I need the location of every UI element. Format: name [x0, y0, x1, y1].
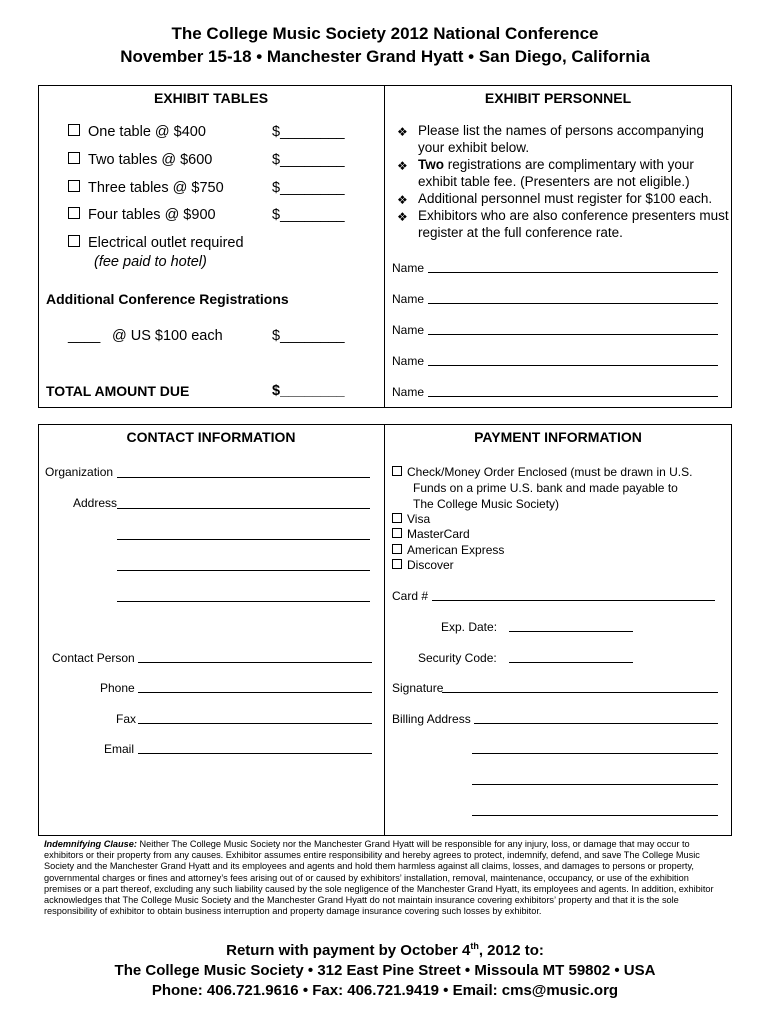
electrical-option[interactable]: Electrical outlet required: [68, 235, 244, 251]
table-option-2-amount[interactable]: $________: [272, 152, 345, 168]
name-label-5: Name: [392, 385, 425, 399]
name-field-5[interactable]: [428, 396, 718, 397]
checkbox-icon[interactable]: [392, 528, 402, 538]
name-field-3[interactable]: [428, 334, 718, 335]
diamond-bullet-icon: ❖: [397, 125, 408, 139]
billing-address-field-3[interactable]: [472, 784, 718, 785]
fax-field[interactable]: [138, 723, 372, 724]
personnel-note-2b: exhibit table fee. (Presenters are not eligible.): [418, 174, 690, 189]
name-field-4[interactable]: [428, 365, 718, 366]
diamond-bullet-icon: ❖: [397, 159, 408, 173]
exp-date-field[interactable]: [509, 631, 633, 632]
billing-address-label: Billing Address: [392, 712, 471, 726]
phone-field[interactable]: [138, 692, 372, 693]
signature-field[interactable]: [442, 692, 718, 693]
contact-payment-divider: [384, 424, 385, 836]
checkbox-icon[interactable]: [68, 235, 80, 247]
personnel-note-4b: register at the full conference rate.: [418, 225, 623, 240]
organization-label: Organization: [45, 465, 114, 479]
table-option-4[interactable]: Four tables @ $900: [68, 207, 216, 223]
check-note-2: Funds on a prime U.S. bank and made payable to: [413, 481, 678, 495]
fax-label: Fax: [116, 712, 137, 726]
security-code-field[interactable]: [509, 662, 633, 663]
address-field-1[interactable]: [117, 508, 370, 509]
total-label: TOTAL AMOUNT DUE: [46, 383, 190, 399]
organization-field[interactable]: [117, 477, 370, 478]
check-note-3: The College Music Society): [413, 497, 560, 511]
table-option-1[interactable]: One table @ $400: [68, 124, 206, 140]
email-field[interactable]: [138, 753, 372, 754]
mastercard-option[interactable]: MasterCard: [392, 527, 470, 541]
billing-address-field-2[interactable]: [472, 753, 718, 754]
checkbox-icon[interactable]: [68, 124, 80, 136]
name-label-1: Name: [392, 261, 425, 275]
additional-amount[interactable]: $________: [272, 328, 345, 344]
mailing-address: The College Music Society • 312 East Pine Street • Missoula MT 59802 • USA: [114, 962, 656, 979]
table-option-1-amount[interactable]: $________: [272, 124, 345, 140]
address-field-2[interactable]: [117, 539, 370, 540]
diamond-bullet-icon: ❖: [397, 193, 408, 207]
name-label-3: Name: [392, 323, 425, 337]
personnel-note-1b: your exhibit below.: [418, 140, 530, 155]
checkbox-icon[interactable]: [392, 513, 402, 523]
table-option-4-amount[interactable]: $________: [272, 207, 345, 223]
amex-option[interactable]: American Express: [392, 543, 504, 557]
page-title: The College Music Society 2012 National Conference: [171, 24, 599, 43]
exhibit-divider: [384, 85, 385, 408]
personnel-note-4a: Exhibitors who are also conference presenters must: [418, 208, 729, 223]
personnel-note-1a: Please list the names of persons accompanying: [418, 123, 704, 138]
exhibit-tables-title: EXHIBIT TABLES: [153, 90, 269, 106]
contact-details: Phone: 406.721.9616 • Fax: 406.721.9419 • Email: cms@music.org: [151, 982, 619, 999]
personnel-note-3: Additional personnel must register for $100 each.: [418, 191, 713, 206]
contact-person-label: Contact Person: [52, 651, 135, 665]
diamond-bullet-icon: ❖: [397, 210, 408, 224]
signature-label: Signature: [392, 681, 444, 695]
checkbox-icon[interactable]: [392, 466, 402, 476]
name-label-2: Name: [392, 292, 425, 306]
table-option-3-amount[interactable]: $________: [272, 180, 345, 196]
name-label-4: Name: [392, 354, 425, 368]
checkbox-icon[interactable]: [392, 559, 402, 569]
checkbox-icon[interactable]: [68, 152, 80, 164]
email-label: Email: [104, 742, 135, 756]
contact-title: CONTACT INFORMATION: [126, 429, 296, 445]
indemnifying-clause: Indemnifying Clause: Neither The College Music Society nor the Manchester Grand Hyatt will be responsible for any injury, loss, or damage that may occur to exhibitors or their property from any causes. Exhibitor assumes entire responsibility and hereby agrees to protect, indemnify, defend, and save The College Music Society and the Manchester Grand Hyatt and its employees and agents and hold them harmless against all claims, losses, and damages to persons or property, governmental charges or fines and attorney’s fees arising out of or caused by exhibitors’ installation, removal, maintenance, occupancy, or use of the exhibition premises or a part thereof, excluding any such liability caused by the sole negligence of the Manchester Grand Hyatt, its employees and agents. In addition, exhibitor acknowledges that The College Music Society and the Manchester Grand Hyatt do not maintain insurance covering exhibitors’ property and that it is the sole responsibility of exhibitor to obtain business interruption and property damage insurance covering such losses by exhibitor.: [44, 839, 714, 917]
return-by: Return with payment by October 4th, 2012 to:: [226, 941, 544, 959]
payment-title: PAYMENT INFORMATION: [474, 429, 642, 445]
additional-registrations-title: Additional Conference Registrations: [46, 291, 289, 307]
card-label: Card #: [392, 589, 429, 603]
page-subtitle: November 15-18 • Manchester Grand Hyatt • San Diego, California: [120, 47, 650, 66]
table-option-2[interactable]: Two tables @ $600: [68, 152, 212, 168]
name-field-1[interactable]: [428, 272, 718, 273]
check-option[interactable]: Check/Money Order Enclosed (must be drawn in U.S.: [392, 465, 692, 479]
total-amount[interactable]: $________: [272, 383, 345, 399]
billing-address-field-1[interactable]: [474, 723, 718, 724]
address-field-4[interactable]: [117, 601, 370, 602]
phone-label: Phone: [100, 681, 135, 695]
table-option-3[interactable]: Three tables @ $750: [68, 180, 224, 196]
exp-date-label: Exp. Date:: [441, 620, 498, 634]
checkbox-icon[interactable]: [68, 207, 80, 219]
billing-address-field-4[interactable]: [472, 815, 718, 816]
personnel-note-2a: Two registrations are complimentary with your: [418, 157, 694, 172]
contact-person-field[interactable]: [138, 662, 372, 663]
security-code-label: Security Code:: [418, 651, 497, 665]
additional-price-label: @ US $100 each: [112, 328, 223, 344]
address-field-3[interactable]: [117, 570, 370, 571]
address-label: Address: [73, 496, 118, 510]
electrical-note: (fee paid to hotel): [94, 254, 207, 270]
exhibit-personnel-title: EXHIBIT PERSONNEL: [484, 90, 632, 106]
visa-option[interactable]: Visa: [392, 512, 430, 526]
checkbox-icon[interactable]: [392, 544, 402, 554]
additional-qty-field[interactable]: ____: [68, 328, 101, 344]
card-field[interactable]: [432, 600, 715, 601]
name-field-2[interactable]: [428, 303, 718, 304]
checkbox-icon[interactable]: [68, 180, 80, 192]
discover-option[interactable]: Discover: [392, 558, 454, 572]
